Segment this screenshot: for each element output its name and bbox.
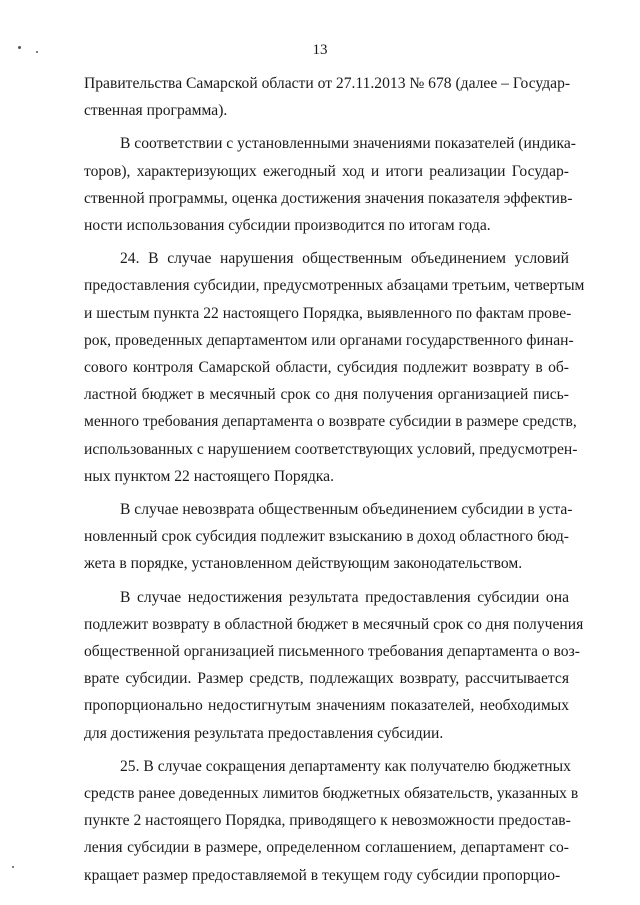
text-line: рок, проведенных департаментом или органами государственного финан- [84,331,574,349]
text-line: общественной организацией письменного требования департамента о воз- [84,643,580,661]
text-line: Правительства Самарской области от 27.11.2013 № 678 (далее – Государ- [84,75,571,92]
text-line: ственной программы, оценка достижения значения показателя эффектив- [84,189,573,207]
text-line: подлежит возврату в областной бюджет в месячный срок со дня получения [84,615,584,633]
text-line: использованных с нарушением соответствующих условий, предусмотрен- [84,440,578,458]
text-line: для достижения результата предоставления субсидии. [84,724,444,742]
text-line: В случае невозврата общественным объединением субсидии в уста- [120,501,573,519]
text-line: менного требования департамента о возврате субсидии в размере средств, [84,413,577,431]
paragraph [84,245,585,490]
document-body [84,70,585,889]
text-line: новленный срок субсидия подлежит взысканию в доход областного бюд- [84,528,569,546]
text-line: врате субсидии. Размер средств, подлежащих возврату, рассчитывается [84,670,569,688]
scan-speck [12,866,14,868]
text-line: 25. В случае сокращения департаменту как получателю бюджетных [120,757,571,775]
paragraph [84,584,584,747]
scan-speck [36,51,38,53]
text-line: ности использования субсидии производится по итогам года. [84,217,491,235]
text-line: пункте 2 настоящего Порядка, приводящего к невозможности предостав- [84,812,571,830]
text-line: и шестым пункта 22 настоящего Порядка, выявленного по фактам прове- [84,304,572,322]
page-number: 13 [312,42,328,58]
text-line: жета в порядке, установленном действующим законодательством. [84,555,523,573]
paragraph [84,753,579,889]
text-line: пропорционально недостигнутым значениям показателей, необходимых [84,697,569,715]
paragraph [84,496,573,578]
paragraph [84,130,576,239]
text-line: средств ранее доведенных лимитов бюджетных обязательств, указанных в [84,785,579,803]
paragraph [84,70,569,124]
text-line: ственная программа). [84,102,228,120]
text-line: В соответствии с установленными значениями показателей (индика- [120,135,576,153]
text-line: ластной бюджет в месячный срок со дня получения организацией пись- [84,386,569,404]
text-line: ных пунктом 22 настоящего Порядка. [84,467,334,485]
text-line: В случае недостижения результата предоставления субсидии она [120,588,569,606]
text-line: 24. В случае нарушения общественным объединением условий [120,250,569,268]
text-line: ления субсидии в размере, определенном соглашением, департамент со- [84,839,569,857]
scan-speck [18,46,21,49]
text-line: предоставления субсидии, предусмотренных абзацами третьим, четвертым [84,277,585,295]
text-line: сового контроля Самарской области, субсидия подлежит возврату в об- [84,359,569,377]
text-line: кращает размер предоставляемой в текущем году субсидии пропорцио- [84,866,561,884]
text-line: торов), характеризующих ежегодный ход и итоги реализации Государ- [84,162,569,180]
